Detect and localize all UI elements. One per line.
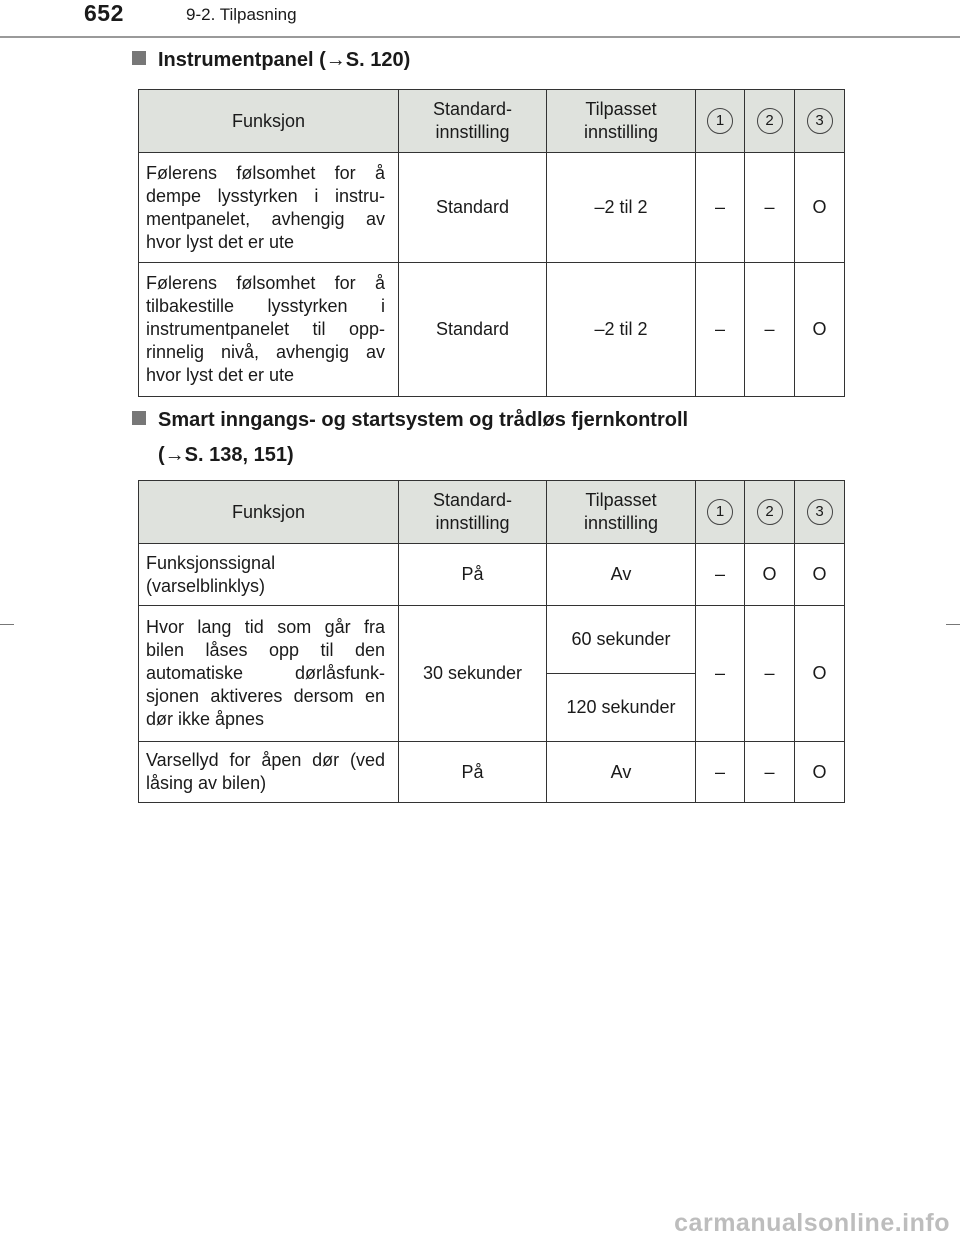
cell-2: – [745, 606, 795, 742]
col-header-funksjon: Funksjon [139, 90, 399, 153]
cell-3: O [795, 544, 845, 606]
cell-tilpasset: 60 sekunder [547, 606, 696, 674]
section-title-line1: Smart inngangs- og startsystem og trådløs fjernkontroll [158, 409, 689, 431]
col-header-2 [745, 90, 795, 153]
crop-mark-right [946, 624, 960, 625]
cell-1: – [696, 742, 745, 803]
cell-funksjon: Funksjonssignal (varselblinklys) [139, 544, 399, 606]
cell-funksjon: Varsellyd for åpen dør (ved låsing av bilen) [139, 742, 399, 803]
header-rule [0, 36, 960, 38]
cell-1: – [696, 263, 745, 397]
cell-standard: 30 sekunder [399, 606, 547, 742]
table-row [139, 153, 845, 263]
table-smart-inngang [138, 480, 845, 803]
cell-standard: Standard [399, 263, 547, 397]
bullet-square [132, 51, 146, 65]
table-header-row [139, 481, 845, 544]
table-row [139, 263, 845, 397]
page-number: 652 [84, 0, 124, 26]
circled-number-1: 1 [707, 108, 733, 134]
col-header-3 [795, 481, 845, 544]
cell-3: O [795, 263, 845, 397]
cell-1: – [696, 606, 745, 742]
cell-2: – [745, 153, 795, 263]
col-header-funksjon: Funksjon [139, 481, 399, 544]
table-header-row [139, 90, 845, 153]
cell-1: – [696, 544, 745, 606]
cell-3: O [795, 742, 845, 803]
cell-3: O [795, 606, 845, 742]
col-header-1 [696, 90, 745, 153]
cell-tilpasset: Av [547, 544, 696, 606]
col-header-tilpasset: Tilpasset innstilling [547, 90, 696, 153]
circled-number-2: 2 [757, 108, 783, 134]
circled-number-1: 1 [707, 499, 733, 525]
bullet-square [132, 411, 146, 425]
section-heading-smart-inngang [132, 404, 688, 471]
section-title-line2: (→S. 138, 151) [158, 444, 294, 466]
cell-1: – [696, 153, 745, 263]
section-heading-instrumentpanel [132, 44, 410, 76]
cell-tilpasset: –2 til 2 [547, 153, 696, 263]
table-instrumentpanel [138, 89, 845, 397]
cell-funksjon: Hvor lang tid som går fra bilen låses opp til den automatiske dørlåsfunksjonen aktiveres dersom en dør ikke åpnes [139, 606, 399, 742]
cell-funksjon: Følerens følsomhet for å tilbakestille lysstyrken i instrumentpanelet til opprinnelig nivå, avhengig av hvor lyst det er ute [139, 263, 399, 397]
cell-tilpasset: 120 sekunder [547, 674, 696, 742]
chapter-title: 9-2. Tilpasning [186, 5, 297, 24]
cell-standard: På [399, 544, 547, 606]
cell-standard: Standard [399, 153, 547, 263]
crop-mark-left [0, 624, 14, 625]
table-row [139, 544, 845, 606]
cell-standard: På [399, 742, 547, 803]
circled-number-2: 2 [757, 499, 783, 525]
col-header-2 [745, 481, 795, 544]
col-header-1 [696, 481, 745, 544]
circled-number-3: 3 [807, 499, 833, 525]
section-title: Instrumentpanel (→S. 120) [158, 49, 411, 71]
col-header-standard: Standard- innstilling [399, 90, 547, 153]
cell-tilpasset: –2 til 2 [547, 263, 696, 397]
cell-2: O [745, 544, 795, 606]
cell-2: – [745, 742, 795, 803]
col-header-tilpasset: Tilpasset innstilling [547, 481, 696, 544]
col-header-standard: Standard- innstilling [399, 481, 547, 544]
cell-2: – [745, 263, 795, 397]
table-row [139, 606, 845, 674]
cell-funksjon: Følerens følsomhet for å dempe lysstyrken i instrumentpanelet, avhengig av hvor lyst det er ute [139, 153, 399, 263]
watermark: carmanualsonline.info [674, 1209, 950, 1237]
col-header-3 [795, 90, 845, 153]
cell-3: O [795, 153, 845, 263]
table-row [139, 742, 845, 803]
cell-tilpasset: Av [547, 742, 696, 803]
circled-number-3: 3 [807, 108, 833, 134]
